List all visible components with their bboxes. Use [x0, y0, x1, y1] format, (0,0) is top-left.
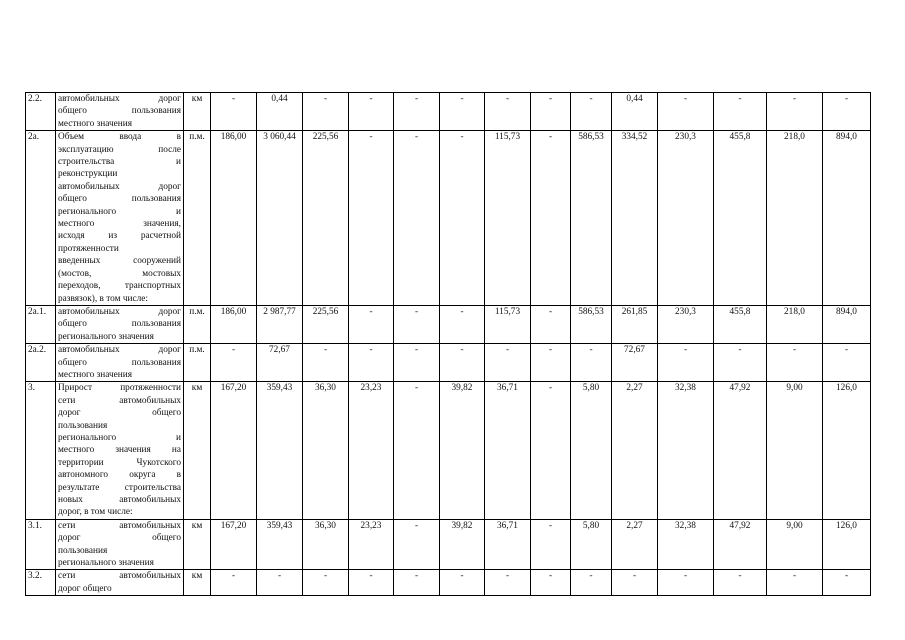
row-description [56, 131, 184, 306]
value-cell: 455,8 [714, 131, 767, 306]
value-cell: 455,8 [714, 305, 767, 343]
value-cell: 586,53 [571, 131, 612, 306]
value-cell: - [211, 93, 257, 131]
description-line: дорог общего [58, 583, 112, 594]
value-cell: - [349, 305, 394, 343]
value-cell: 126,0 [823, 382, 871, 519]
value-cell: 36,30 [303, 382, 349, 519]
value-cell: 32,38 [658, 382, 714, 519]
value-cell: 36,30 [303, 519, 349, 570]
row-code: 2а.2. [26, 344, 56, 382]
description-line: регионального и [58, 206, 181, 217]
table-row [26, 344, 871, 382]
value-cell: 47,92 [714, 519, 767, 570]
description-line: строительства и [58, 157, 181, 168]
value-cell: - [440, 344, 485, 382]
value-cell: 225,56 [303, 131, 349, 306]
description-line: сети автомобильных [58, 395, 181, 406]
value-cell: - [531, 93, 571, 131]
value-cell: - [658, 344, 714, 382]
table-row [26, 131, 871, 306]
description-line: автомобильных дорог [58, 345, 181, 356]
row-unit: п.м. [184, 131, 211, 306]
description-line: дорог, в том числе: [58, 507, 133, 518]
value-cell: 23,23 [349, 519, 394, 570]
value-cell: - [303, 570, 349, 596]
value-cell: - [531, 570, 571, 596]
value-cell: 5,80 [571, 382, 612, 519]
value-cell: - [440, 305, 485, 343]
value-cell: - [658, 93, 714, 131]
value-cell: 230,3 [658, 305, 714, 343]
value-cell: 39,82 [440, 519, 485, 570]
value-cell: - [531, 344, 571, 382]
value-cell: - [531, 131, 571, 306]
value-cell: 3 060,44 [257, 131, 303, 306]
description-line: реконструкции [58, 169, 118, 180]
value-cell: 32,38 [658, 519, 714, 570]
value-cell: - [349, 344, 394, 382]
value-cell: - [394, 570, 440, 596]
value-cell: 894,0 [823, 305, 871, 343]
value-cell: 894,0 [823, 131, 871, 306]
value-cell: - [349, 131, 394, 306]
value-cell: - [531, 305, 571, 343]
value-cell: 5,80 [571, 519, 612, 570]
value-cell: - [394, 382, 440, 519]
value-cell: - [571, 93, 612, 131]
row-code: 3.2. [26, 570, 56, 596]
value-cell: 23,23 [349, 382, 394, 519]
value-cell: 115,73 [485, 131, 531, 306]
value-cell: 2 987,77 [257, 305, 303, 343]
value-cell: - [394, 93, 440, 131]
value-cell: 39,82 [440, 382, 485, 519]
value-cell: 586,53 [571, 305, 612, 343]
description-line: дорог общего [58, 408, 181, 419]
value-cell: 359,43 [257, 519, 303, 570]
table-row [26, 93, 871, 131]
value-cell: - [571, 344, 612, 382]
description-line: развязок), в том числе: [58, 293, 148, 304]
value-cell: - [303, 344, 349, 382]
description-line: регионального значения [58, 558, 154, 569]
table-row [26, 570, 871, 596]
value-cell: 218,0 [767, 131, 823, 306]
value-cell: 167,20 [211, 519, 257, 570]
description-line: исходя из расчетной [58, 231, 181, 242]
value-cell: - [823, 344, 871, 382]
value-cell: 9,00 [767, 382, 823, 519]
value-cell: - [440, 93, 485, 131]
value-cell: 36,71 [485, 519, 531, 570]
row-description [56, 344, 184, 382]
row-description [56, 570, 184, 596]
value-cell: - [440, 131, 485, 306]
value-cell: 225,56 [303, 305, 349, 343]
description-line: общего пользования [58, 319, 181, 330]
description-line: сети автомобильных [58, 520, 181, 531]
value-cell: - [531, 519, 571, 570]
description-line: дорог общего [58, 533, 181, 544]
value-cell: 186,00 [211, 305, 257, 343]
row-unit: км [184, 93, 211, 131]
description-line: местного значения [58, 369, 133, 380]
row-description [56, 305, 184, 343]
description-line: сети автомобильных [58, 571, 181, 582]
row-code: 3.1. [26, 519, 56, 570]
value-cell: 72,67 [257, 344, 303, 382]
row-code: 2.2. [26, 93, 56, 131]
row-description [56, 382, 184, 519]
row-description [56, 519, 184, 570]
value-cell: - [767, 93, 823, 131]
value-cell: 2,27 [612, 382, 658, 519]
value-cell: 261,85 [612, 305, 658, 343]
description-line: регионального и [58, 432, 181, 443]
value-cell: - [823, 93, 871, 131]
value-cell: - [440, 570, 485, 596]
description-line: новых автомобильных [58, 495, 181, 505]
description-line: общего пользования [58, 106, 181, 117]
value-cell: - [823, 570, 871, 596]
value-cell: - [211, 344, 257, 382]
description-line: эксплуатацию после [58, 144, 181, 155]
row-unit: км [184, 570, 211, 596]
row-unit: км [184, 519, 211, 570]
value-cell: - [485, 570, 531, 596]
value-cell: - [303, 93, 349, 131]
value-cell: 167,20 [211, 382, 257, 519]
value-cell: 47,92 [714, 382, 767, 519]
value-cell: - [714, 344, 767, 382]
table-row [26, 382, 871, 519]
description-line: автономного округа в [58, 470, 181, 481]
description-line: местного значения на [58, 445, 181, 456]
value-cell: - [658, 570, 714, 596]
row-unit: км [184, 382, 211, 519]
table-row [26, 305, 871, 343]
value-cell: 36,71 [485, 382, 531, 519]
value-cell: - [349, 93, 394, 131]
description-line: пользования [58, 420, 108, 431]
value-cell: - [211, 570, 257, 596]
value-cell: - [767, 570, 823, 596]
row-code: 2а. [26, 131, 56, 306]
description-line: территории Чукотского [58, 457, 181, 468]
row-unit: п.м. [184, 344, 211, 382]
row-unit: п.м. [184, 305, 211, 343]
description-line: (мостов, мостовых [58, 268, 181, 279]
value-cell: 0,44 [257, 93, 303, 131]
description-line: автомобильных дорог [58, 94, 181, 104]
row-description [56, 93, 184, 131]
description-line: пользования [58, 545, 108, 556]
description-line: результате строительства [58, 482, 181, 493]
value-cell: - [394, 344, 440, 382]
description-line: Прирост протяженности [58, 383, 181, 394]
value-cell: - [714, 93, 767, 131]
value-cell: 115,73 [485, 305, 531, 343]
value-cell: 2,27 [612, 519, 658, 570]
value-cell: - [394, 519, 440, 570]
description-line: местного значения [58, 118, 133, 129]
description-line: автомобильных дорог [58, 306, 181, 317]
description-line: переходов, транспортных [58, 281, 181, 292]
value-cell: 334,52 [612, 131, 658, 306]
description-line: автомобильных дорог [58, 181, 181, 192]
value-cell: 72,67 [612, 344, 658, 382]
row-code: 2а.1. [26, 305, 56, 343]
row-code: 3. [26, 382, 56, 519]
value-cell: - [485, 344, 531, 382]
description-line: общего пользования [58, 357, 181, 368]
description-line: введенных сооружений [58, 256, 181, 267]
value-cell: - [257, 570, 303, 596]
value-cell: - [349, 570, 394, 596]
value-cell: - [394, 131, 440, 306]
value-cell: - [612, 570, 658, 596]
data-table [25, 92, 871, 596]
value-cell: - [531, 382, 571, 519]
value-cell: 186,00 [211, 131, 257, 306]
description-line: общего пользования [58, 194, 181, 205]
value-cell: - [571, 570, 612, 596]
description-line: протяженности [58, 243, 119, 254]
description-line: регионального значения [58, 331, 154, 342]
value-cell: - [485, 93, 531, 131]
value-cell: 230,3 [658, 131, 714, 306]
value-cell: 9,00 [767, 519, 823, 570]
description-line: Объем ввода в [58, 132, 181, 143]
value-cell: - [394, 305, 440, 343]
value-cell: - [714, 570, 767, 596]
table-body [26, 93, 871, 596]
value-cell: 126,0 [823, 519, 871, 570]
table-row [26, 519, 871, 570]
description-line: местного значения, [58, 219, 181, 230]
value-cell: - [767, 344, 823, 382]
value-cell: 0,44 [612, 93, 658, 131]
value-cell: 359,43 [257, 382, 303, 519]
value-cell: 218,0 [767, 305, 823, 343]
